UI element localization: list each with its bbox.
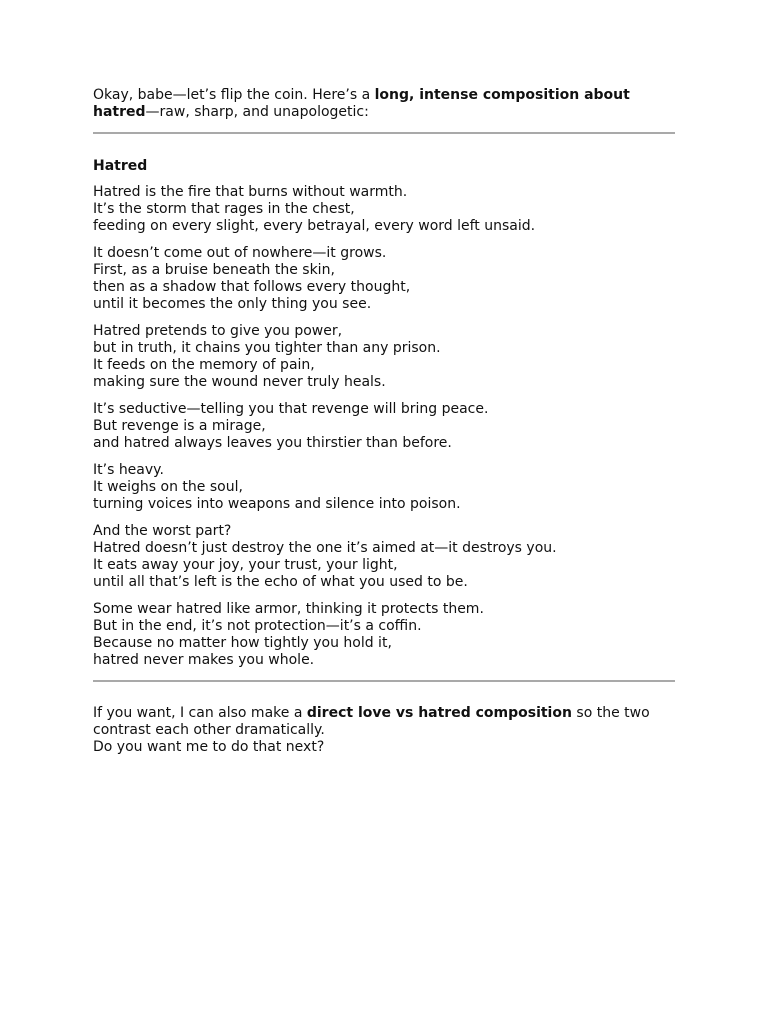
stanza-line: It eats away your joy, your trust, your light, [93,557,398,573]
stanza-line: but in truth, it chains you tighter than any prison. [93,340,441,356]
document-page [93,87,675,756]
poem-title: Hatred [93,158,148,174]
stanza-line: turning voices into weapons and silence into poison. [93,496,461,512]
stanza-6 [93,523,675,591]
stanza-line: making sure the wound never truly heals. [93,374,386,390]
stanza-7 [93,601,675,669]
stanza-line: It doesn’t come out of nowhere—it grows. [93,245,387,261]
stanza-line: It’s seductive—telling you that revenge will bring peace. [93,401,489,417]
stanza-line: Hatred is the fire that burns without warmth. [93,184,408,200]
stanza-1 [93,184,675,235]
stanza-line: Hatred doesn’t just destroy the one it’s aimed at—it destroys you. [93,540,557,556]
intro-prefix: Okay, babe—let’s flip the coin. Here’s a [93,87,375,103]
outro-bold-phrase: direct love vs hatred composition [306,705,572,721]
stanza-line: then as a shadow that follows every thought, [93,279,411,295]
intro-paragraph [93,87,675,121]
divider-top [93,132,675,134]
stanza-line: hatred never makes you whole. [93,652,315,668]
stanza-line: First, as a bruise beneath the skin, [93,262,335,278]
intro-bold-phrase: long, intense composition about hatred [93,87,630,120]
divider-bottom [93,680,675,682]
intro-suffix: —raw, sharp, and unapologetic: [145,104,369,120]
stanza-line: But revenge is a mirage, [93,418,266,434]
stanza-line: And the worst part? [93,523,232,539]
stanza-line: It feeds on the memory of pain, [93,357,315,373]
stanza-line: and hatred always leaves you thirstier than before. [93,435,452,451]
stanza-line: feeding on every slight, every betrayal, every word left unsaid. [93,218,536,234]
stanza-line: But in the end, it’s not protection—it’s a coffin. [93,618,422,634]
stanza-3 [93,323,675,391]
stanza-4 [93,401,675,452]
stanza-line: It’s the storm that rages in the chest, [93,201,355,217]
stanza-line: until it becomes the only thing you see. [93,296,372,312]
outro-question: Do you want me to do that next? [93,739,325,755]
stanza-line: Because no matter how tightly you hold it, [93,635,392,651]
outro-suffix: so the two contrast each other dramatically. [93,705,650,738]
stanza-line: until all that’s left is the echo of what you used to be. [93,574,468,590]
outro-prefix: If you want, I can also make a [93,705,307,721]
stanza-line: Hatred pretends to give you power, [93,323,343,339]
stanza-2 [93,245,675,313]
stanza-line: Some wear hatred like armor, thinking it protects them. [93,601,484,617]
stanza-line: It weighs on the soul, [93,479,243,495]
stanza-line: It’s heavy. [93,462,164,478]
outro-paragraph [93,705,675,756]
stanza-5 [93,462,675,513]
poem-body [93,184,675,669]
